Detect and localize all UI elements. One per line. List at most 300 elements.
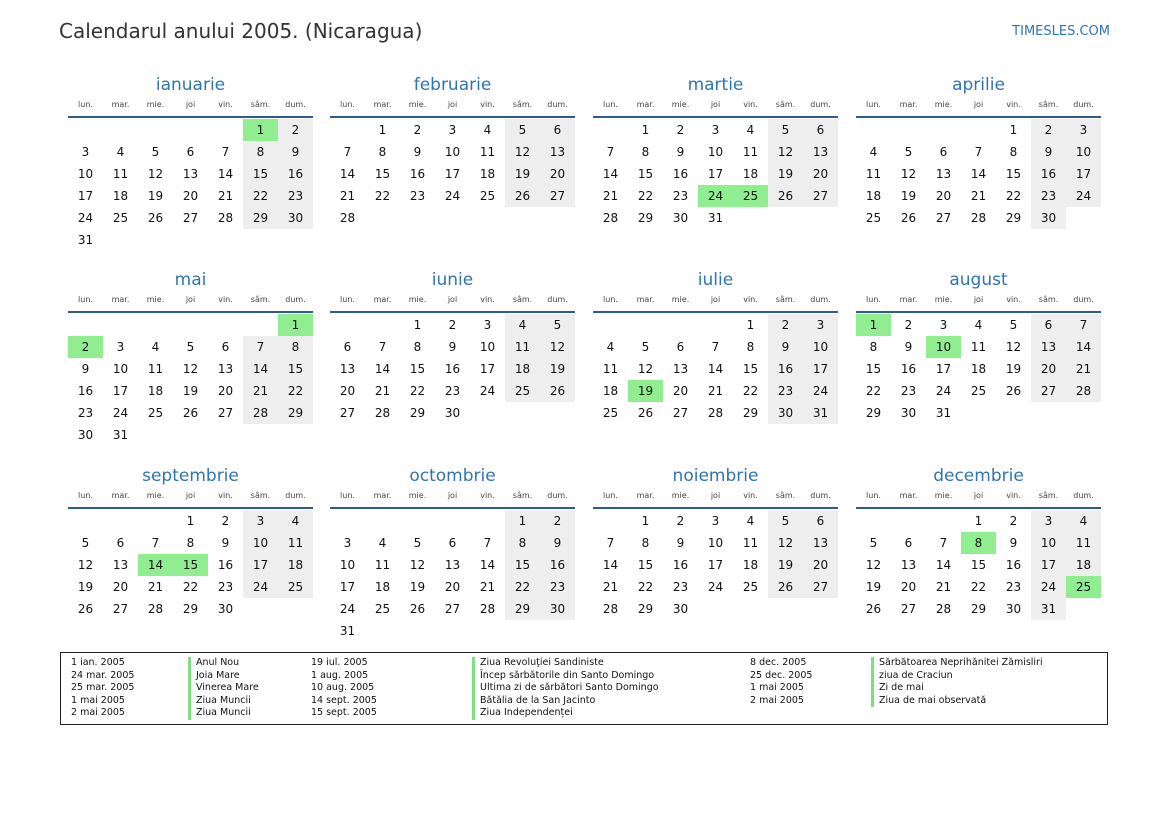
day-cell[interactable]: 17	[707, 167, 724, 181]
day-cell[interactable]: 16	[540, 554, 575, 576]
day-cell[interactable]: 4	[483, 123, 492, 137]
day-cell[interactable]: 2	[676, 514, 685, 528]
day-cell[interactable]: 23	[672, 580, 689, 594]
day-cell[interactable]: 13	[217, 362, 234, 376]
day-cell[interactable]: 20	[182, 189, 199, 203]
day-cell[interactable]: 20	[803, 554, 838, 576]
day-cell[interactable]: 11	[602, 362, 619, 376]
day-cell[interactable]: 4	[116, 145, 125, 159]
day-cell[interactable]: 15	[505, 554, 540, 576]
day-cell[interactable]: 14	[602, 558, 619, 572]
day-cell[interactable]: 19	[865, 580, 882, 594]
day-cell[interactable]: 30	[540, 598, 575, 620]
day-cell[interactable]: 22	[278, 380, 313, 402]
day-cell[interactable]: 20	[217, 384, 234, 398]
day-cell[interactable]: 8	[243, 141, 278, 163]
day-cell[interactable]: 4	[746, 123, 755, 137]
day-cell[interactable]: 30	[768, 402, 803, 424]
day-cell[interactable]: 26	[768, 576, 803, 598]
day-cell[interactable]: 22	[637, 189, 654, 203]
day-cell[interactable]: 24	[1031, 576, 1066, 598]
day-cell[interactable]: 20	[112, 580, 129, 594]
day-cell[interactable]: 15	[742, 362, 759, 376]
day-cell[interactable]: 18	[602, 384, 619, 398]
day-cell[interactable]: 9	[676, 536, 685, 550]
day-cell[interactable]: 21	[935, 580, 952, 594]
day-cell[interactable]: 19	[628, 380, 663, 402]
day-cell[interactable]: 26	[182, 406, 199, 420]
day-cell[interactable]: 3	[448, 123, 457, 137]
day-cell[interactable]: 16	[672, 558, 689, 572]
day-cell[interactable]: 24	[112, 406, 129, 420]
day-cell[interactable]: 5	[768, 510, 803, 532]
day-cell[interactable]: 8	[505, 532, 540, 554]
day-cell[interactable]: 25	[479, 189, 496, 203]
day-cell[interactable]: 27	[339, 406, 356, 420]
day-cell[interactable]: 10	[444, 145, 461, 159]
day-cell[interactable]: 14	[217, 167, 234, 181]
day-cell[interactable]: 10	[803, 336, 838, 358]
day-cell[interactable]: 5	[81, 536, 90, 550]
day-cell[interactable]: 12	[147, 167, 164, 181]
day-cell[interactable]: 26	[865, 602, 882, 616]
day-cell[interactable]: 1	[505, 510, 540, 532]
day-cell[interactable]: 23	[768, 380, 803, 402]
day-cell[interactable]: 30	[1031, 207, 1066, 229]
day-cell[interactable]: 24	[77, 211, 94, 225]
day-cell[interactable]: 1	[641, 123, 650, 137]
day-cell[interactable]: 4	[151, 340, 160, 354]
day-cell[interactable]: 11	[278, 532, 313, 554]
day-cell[interactable]: 7	[221, 145, 230, 159]
day-cell[interactable]: 8	[961, 532, 996, 554]
day-cell[interactable]: 21	[339, 189, 356, 203]
day-cell[interactable]: 29	[505, 598, 540, 620]
day-cell[interactable]: 15	[637, 167, 654, 181]
day-cell[interactable]: 8	[413, 340, 422, 354]
day-cell[interactable]: 4	[746, 514, 755, 528]
day-cell[interactable]: 18	[147, 384, 164, 398]
day-cell[interactable]: 13	[540, 141, 575, 163]
day-cell[interactable]: 21	[374, 384, 391, 398]
day-cell[interactable]: 3	[711, 123, 720, 137]
day-cell[interactable]: 28	[217, 211, 234, 225]
day-cell[interactable]: 20	[803, 163, 838, 185]
day-cell[interactable]: 23	[77, 406, 94, 420]
day-cell[interactable]: 28	[1066, 380, 1101, 402]
day-cell[interactable]: 12	[768, 532, 803, 554]
day-cell[interactable]: 25	[278, 576, 313, 598]
day-cell[interactable]: 2	[413, 123, 422, 137]
day-cell[interactable]: 11	[742, 145, 759, 159]
day-cell[interactable]: 3	[1031, 510, 1066, 532]
day-cell[interactable]: 21	[217, 189, 234, 203]
day-cell[interactable]: 18	[865, 189, 882, 203]
day-cell[interactable]: 13	[672, 362, 689, 376]
day-cell[interactable]: 6	[186, 145, 195, 159]
day-cell[interactable]: 28	[602, 602, 619, 616]
day-cell[interactable]: 17	[243, 554, 278, 576]
day-cell[interactable]: 21	[243, 380, 278, 402]
day-cell[interactable]: 24	[479, 384, 496, 398]
day-cell[interactable]: 11	[147, 362, 164, 376]
day-cell[interactable]: 22	[505, 576, 540, 598]
day-cell[interactable]: 7	[483, 536, 492, 550]
day-cell[interactable]: 5	[413, 536, 422, 550]
day-cell[interactable]: 27	[803, 576, 838, 598]
day-cell[interactable]: 31	[803, 402, 838, 424]
day-cell[interactable]: 14	[970, 167, 987, 181]
day-cell[interactable]: 26	[1005, 384, 1022, 398]
day-cell[interactable]: 7	[974, 145, 983, 159]
day-cell[interactable]: 1	[746, 318, 755, 332]
day-cell[interactable]: 28	[374, 406, 391, 420]
day-cell[interactable]: 14	[1066, 336, 1101, 358]
day-cell[interactable]: 17	[935, 362, 952, 376]
day-cell[interactable]: 1	[1009, 123, 1018, 137]
day-cell[interactable]: 2	[278, 119, 313, 141]
day-cell[interactable]: 4	[278, 510, 313, 532]
day-cell[interactable]: 6	[1031, 314, 1066, 336]
day-cell[interactable]: 19	[768, 554, 803, 576]
day-cell[interactable]: 26	[505, 185, 540, 207]
day-cell[interactable]: 11	[479, 145, 496, 159]
day-cell[interactable]: 25	[374, 602, 391, 616]
day-cell[interactable]: 7	[243, 336, 278, 358]
day-cell[interactable]: 22	[374, 189, 391, 203]
day-cell[interactable]: 28	[243, 402, 278, 424]
day-cell[interactable]: 3	[711, 514, 720, 528]
day-cell[interactable]: 5	[768, 119, 803, 141]
day-cell[interactable]: 18	[970, 362, 987, 376]
day-cell[interactable]: 26	[768, 185, 803, 207]
day-cell[interactable]: 1	[856, 314, 891, 336]
day-cell[interactable]: 23	[900, 384, 917, 398]
day-cell[interactable]: 12	[1005, 340, 1022, 354]
day-cell[interactable]: 22	[865, 384, 882, 398]
day-cell[interactable]: 3	[803, 314, 838, 336]
day-cell[interactable]: 8	[186, 536, 195, 550]
day-cell[interactable]: 18	[112, 189, 129, 203]
day-cell[interactable]: 5	[151, 145, 160, 159]
day-cell[interactable]: 17	[444, 167, 461, 181]
day-cell[interactable]: 29	[865, 406, 882, 420]
day-cell[interactable]: 9	[1009, 536, 1018, 550]
day-cell[interactable]: 7	[1066, 314, 1101, 336]
day-cell[interactable]: 27	[182, 211, 199, 225]
day-cell[interactable]: 19	[409, 580, 426, 594]
day-cell[interactable]: 11	[1066, 532, 1101, 554]
day-cell[interactable]: 29	[637, 602, 654, 616]
day-cell[interactable]: 10	[112, 362, 129, 376]
day-cell[interactable]: 4	[606, 340, 615, 354]
day-cell[interactable]: 21	[970, 189, 987, 203]
day-cell[interactable]: 15	[865, 362, 882, 376]
day-cell[interactable]: 5	[869, 536, 878, 550]
day-cell[interactable]: 18	[742, 167, 759, 181]
day-cell[interactable]: 10	[707, 145, 724, 159]
day-cell[interactable]: 23	[409, 189, 426, 203]
day-cell[interactable]: 21	[479, 580, 496, 594]
day-cell[interactable]: 18	[1066, 554, 1101, 576]
day-cell[interactable]: 1	[378, 123, 387, 137]
day-cell[interactable]: 27	[803, 185, 838, 207]
day-cell[interactable]: 18	[374, 580, 391, 594]
day-cell[interactable]: 12	[505, 141, 540, 163]
day-cell[interactable]: 29	[742, 406, 759, 420]
day-cell[interactable]: 4	[378, 536, 387, 550]
day-cell[interactable]: 23	[278, 185, 313, 207]
day-cell[interactable]: 9	[1031, 141, 1066, 163]
day-cell[interactable]: 4	[974, 318, 983, 332]
day-cell[interactable]: 31	[1031, 598, 1066, 620]
day-cell[interactable]: 29	[182, 602, 199, 616]
day-cell[interactable]: 1	[278, 314, 313, 336]
day-cell[interactable]: 9	[768, 336, 803, 358]
day-cell[interactable]: 31	[935, 406, 952, 420]
day-cell[interactable]: 29	[637, 211, 654, 225]
day-cell[interactable]: 31	[707, 211, 724, 225]
day-cell[interactable]: 2	[768, 314, 803, 336]
day-cell[interactable]: 19	[505, 163, 540, 185]
day-cell[interactable]: 28	[970, 211, 987, 225]
day-cell[interactable]: 16	[278, 163, 313, 185]
day-cell[interactable]: 19	[77, 580, 94, 594]
day-cell[interactable]: 30	[1005, 602, 1022, 616]
day-cell[interactable]: 31	[77, 233, 94, 247]
day-cell[interactable]: 27	[444, 602, 461, 616]
day-cell[interactable]: 12	[900, 167, 917, 181]
day-cell[interactable]: 13	[339, 362, 356, 376]
day-cell[interactable]: 30	[217, 602, 234, 616]
day-cell[interactable]: 25	[742, 580, 759, 594]
day-cell[interactable]: 18	[505, 358, 540, 380]
day-cell[interactable]: 21	[707, 384, 724, 398]
day-cell[interactable]: 21	[1066, 358, 1101, 380]
day-cell[interactable]: 15	[970, 558, 987, 572]
day-cell[interactable]: 3	[343, 536, 352, 550]
day-cell[interactable]: 20	[1031, 358, 1066, 380]
day-cell[interactable]: 19	[182, 384, 199, 398]
day-cell[interactable]: 25	[733, 185, 768, 207]
day-cell[interactable]: 30	[672, 211, 689, 225]
day-cell[interactable]: 30	[278, 207, 313, 229]
day-cell[interactable]: 23	[217, 580, 234, 594]
day-cell[interactable]: 5	[904, 145, 913, 159]
day-cell[interactable]: 1	[186, 514, 195, 528]
day-cell[interactable]: 20	[444, 580, 461, 594]
day-cell[interactable]: 3	[1066, 119, 1101, 141]
day-cell[interactable]: 3	[939, 318, 948, 332]
day-cell[interactable]: 12	[77, 558, 94, 572]
day-cell[interactable]: 15	[409, 362, 426, 376]
day-cell[interactable]: 8	[641, 536, 650, 550]
day-cell[interactable]: 5	[186, 340, 195, 354]
day-cell[interactable]: 18	[278, 554, 313, 576]
day-cell[interactable]: 13	[182, 167, 199, 181]
day-cell[interactable]: 12	[182, 362, 199, 376]
day-cell[interactable]: 29	[243, 207, 278, 229]
day-cell[interactable]: 17	[479, 362, 496, 376]
day-cell[interactable]: 16	[1005, 558, 1022, 572]
day-cell[interactable]: 19	[1005, 362, 1022, 376]
day-cell[interactable]: 21	[602, 189, 619, 203]
day-cell[interactable]: 17	[1066, 163, 1101, 185]
day-cell[interactable]: 20	[339, 384, 356, 398]
day-cell[interactable]: 9	[448, 340, 457, 354]
day-cell[interactable]: 9	[221, 536, 230, 550]
day-cell[interactable]: 5	[1009, 318, 1018, 332]
day-cell[interactable]: 29	[1005, 211, 1022, 225]
day-cell[interactable]: 12	[865, 558, 882, 572]
day-cell[interactable]: 10	[339, 558, 356, 572]
day-cell[interactable]: 6	[116, 536, 125, 550]
day-cell[interactable]: 27	[900, 602, 917, 616]
day-cell[interactable]: 16	[1031, 163, 1066, 185]
site-link[interactable]: TIMESLES.COM	[1012, 24, 1110, 39]
day-cell[interactable]: 20	[540, 163, 575, 185]
day-cell[interactable]: 3	[81, 145, 90, 159]
day-cell[interactable]: 8	[278, 336, 313, 358]
day-cell[interactable]: 30	[672, 602, 689, 616]
day-cell[interactable]: 6	[904, 536, 913, 550]
day-cell[interactable]: 31	[112, 428, 129, 442]
day-cell[interactable]: 25	[1066, 576, 1101, 598]
day-cell[interactable]: 22	[409, 384, 426, 398]
day-cell[interactable]: 25	[112, 211, 129, 225]
day-cell[interactable]: 5	[641, 340, 650, 354]
day-cell[interactable]: 14	[479, 558, 496, 572]
day-cell[interactable]: 7	[711, 340, 720, 354]
day-cell[interactable]: 27	[112, 602, 129, 616]
day-cell[interactable]: 29	[970, 602, 987, 616]
day-cell[interactable]: 15	[278, 358, 313, 380]
day-cell[interactable]: 10	[1031, 532, 1066, 554]
day-cell[interactable]: 1	[243, 119, 278, 141]
day-cell[interactable]: 22	[182, 580, 199, 594]
day-cell[interactable]: 24	[707, 580, 724, 594]
day-cell[interactable]: 2	[676, 123, 685, 137]
day-cell[interactable]: 20	[935, 189, 952, 203]
day-cell[interactable]: 29	[278, 402, 313, 424]
day-cell[interactable]: 8	[746, 340, 755, 354]
day-cell[interactable]: 25	[602, 406, 619, 420]
day-cell[interactable]: 6	[803, 119, 838, 141]
day-cell[interactable]: 10	[479, 340, 496, 354]
day-cell[interactable]: 16	[77, 384, 94, 398]
day-cell[interactable]: 14	[935, 558, 952, 572]
day-cell[interactable]: 26	[540, 380, 575, 402]
day-cell[interactable]: 6	[221, 340, 230, 354]
day-cell[interactable]: 19	[147, 189, 164, 203]
day-cell[interactable]: 2	[448, 318, 457, 332]
day-cell[interactable]: 28	[339, 211, 356, 225]
day-cell[interactable]: 18	[742, 558, 759, 572]
day-cell[interactable]: 6	[939, 145, 948, 159]
day-cell[interactable]: 16	[444, 362, 461, 376]
day-cell[interactable]: 28	[147, 602, 164, 616]
day-cell[interactable]: 2	[904, 318, 913, 332]
day-cell[interactable]: 13	[803, 141, 838, 163]
day-cell[interactable]: 27	[540, 185, 575, 207]
day-cell[interactable]: 29	[409, 406, 426, 420]
day-cell[interactable]: 25	[147, 406, 164, 420]
day-cell[interactable]: 28	[935, 602, 952, 616]
day-cell[interactable]: 9	[278, 141, 313, 163]
day-cell[interactable]: 3	[243, 510, 278, 532]
day-cell[interactable]: 17	[112, 384, 129, 398]
day-cell[interactable]: 30	[444, 406, 461, 420]
day-cell[interactable]: 4	[1066, 510, 1101, 532]
day-cell[interactable]: 15	[173, 554, 208, 576]
day-cell[interactable]: 24	[935, 384, 952, 398]
day-cell[interactable]: 15	[1005, 167, 1022, 181]
day-cell[interactable]: 28	[479, 602, 496, 616]
day-cell[interactable]: 22	[637, 580, 654, 594]
day-cell[interactable]: 14	[602, 167, 619, 181]
day-cell[interactable]: 19	[540, 358, 575, 380]
day-cell[interactable]: 12	[768, 141, 803, 163]
day-cell[interactable]: 1	[974, 514, 983, 528]
day-cell[interactable]: 16	[217, 558, 234, 572]
day-cell[interactable]: 24	[698, 185, 733, 207]
day-cell[interactable]: 4	[869, 145, 878, 159]
day-cell[interactable]: 8	[641, 145, 650, 159]
day-cell[interactable]: 26	[409, 602, 426, 616]
day-cell[interactable]: 5	[540, 314, 575, 336]
day-cell[interactable]: 2	[68, 336, 103, 358]
day-cell[interactable]: 14	[339, 167, 356, 181]
day-cell[interactable]: 31	[339, 624, 356, 638]
day-cell[interactable]: 9	[540, 532, 575, 554]
day-cell[interactable]: 1	[641, 514, 650, 528]
day-cell[interactable]: 22	[742, 384, 759, 398]
day-cell[interactable]: 26	[637, 406, 654, 420]
day-cell[interactable]: 6	[676, 340, 685, 354]
day-cell[interactable]: 21	[602, 580, 619, 594]
day-cell[interactable]: 25	[970, 384, 987, 398]
day-cell[interactable]: 7	[378, 340, 387, 354]
day-cell[interactable]: 1	[413, 318, 422, 332]
day-cell[interactable]: 8	[869, 340, 878, 354]
day-cell[interactable]: 11	[374, 558, 391, 572]
day-cell[interactable]: 27	[935, 211, 952, 225]
day-cell[interactable]: 2	[221, 514, 230, 528]
day-cell[interactable]: 11	[970, 340, 987, 354]
day-cell[interactable]: 23	[540, 576, 575, 598]
day-cell[interactable]: 9	[81, 362, 90, 376]
day-cell[interactable]: 4	[505, 314, 540, 336]
day-cell[interactable]: 9	[904, 340, 913, 354]
day-cell[interactable]: 19	[768, 163, 803, 185]
day-cell[interactable]: 14	[138, 554, 173, 576]
day-cell[interactable]: 19	[900, 189, 917, 203]
day-cell[interactable]: 22	[1005, 189, 1022, 203]
day-cell[interactable]: 26	[147, 211, 164, 225]
day-cell[interactable]: 24	[444, 189, 461, 203]
day-cell[interactable]: 17	[803, 358, 838, 380]
day-cell[interactable]: 23	[1005, 580, 1022, 594]
day-cell[interactable]: 13	[112, 558, 129, 572]
day-cell[interactable]: 7	[343, 145, 352, 159]
day-cell[interactable]: 23	[444, 384, 461, 398]
day-cell[interactable]: 6	[803, 510, 838, 532]
day-cell[interactable]: 12	[409, 558, 426, 572]
day-cell[interactable]: 25	[505, 380, 540, 402]
day-cell[interactable]: 24	[1066, 185, 1101, 207]
day-cell[interactable]: 17	[1031, 554, 1066, 576]
day-cell[interactable]: 14	[243, 358, 278, 380]
